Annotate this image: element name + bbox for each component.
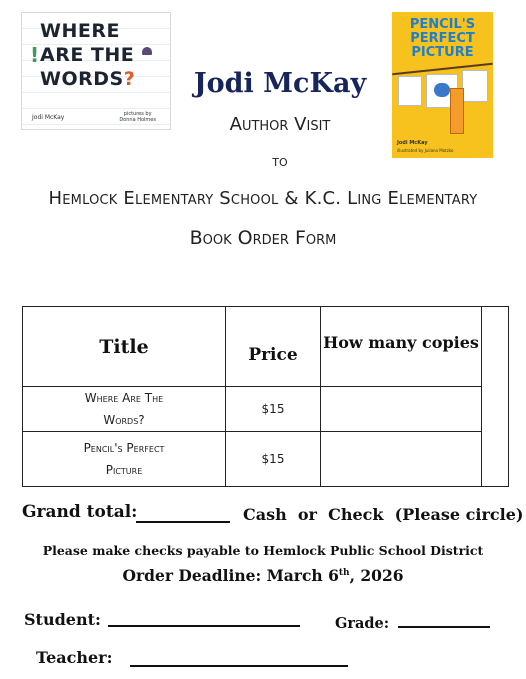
cover-title-line: WHERE <box>40 20 120 42</box>
teacher-label: Teacher: <box>36 648 113 667</box>
payable-note: Please make checks payable to Hemlock Public School District <box>42 543 484 558</box>
cover-title: PENCIL'S PERFECT PICTURE <box>409 17 476 60</box>
cover-title-line: WORDS? <box>40 68 136 90</box>
copies-input-cell[interactable] <box>321 432 482 487</box>
cover-illustrator: pictures by Donna Holmes <box>119 111 156 123</box>
cover-illustrator: illustrated by Juliana Motzko <box>397 148 454 153</box>
copies-input-cell[interactable] <box>321 387 482 432</box>
grade-label: Grade: <box>335 615 390 632</box>
grade-line[interactable] <box>398 626 490 628</box>
book-cover-where-are-the-words <box>21 12 171 130</box>
exclamation-mark: ! <box>30 43 40 67</box>
row-price: $15 <box>226 387 321 432</box>
row-title: Pencil's Perfect Picture <box>23 432 226 487</box>
school-names: Hemlock Elementary School & K.C. Ling Elementary <box>48 188 478 209</box>
hanging-picture <box>398 76 422 106</box>
grand-total-line[interactable] <box>136 521 230 523</box>
pencil-icon <box>450 88 464 134</box>
blank-column <box>482 307 509 487</box>
hanging-picture <box>462 70 488 102</box>
cover-title-line: ARE THE <box>40 44 135 66</box>
order-table <box>22 306 509 487</box>
book-cover-pencils-perfect-picture <box>392 12 493 158</box>
header-copies: How many copies <box>321 307 482 387</box>
question-mark: ? <box>123 68 136 90</box>
teacher-line[interactable] <box>130 665 348 667</box>
order-deadline: Order Deadline: March 6th, 2026 <box>122 566 404 585</box>
row-price: $15 <box>226 432 321 487</box>
grand-total-label: Grand total: <box>22 502 138 522</box>
student-line[interactable] <box>108 625 300 627</box>
cover-author: Jodi McKay <box>32 114 65 121</box>
student-label: Student: <box>24 610 101 629</box>
character-icon <box>142 47 152 55</box>
to-text: to <box>272 151 288 170</box>
cover-title <box>40 19 135 91</box>
header-price: Price <box>226 307 321 387</box>
payment-options: Cash or Check (Please circle) <box>243 505 524 524</box>
form-title: Book Order Form <box>189 227 337 249</box>
author-name: Jodi McKay <box>193 68 367 99</box>
cover-author: Jodi McKay <box>397 140 428 146</box>
row-title: Where Are The Words? <box>23 387 226 432</box>
header-title: Title <box>23 307 226 387</box>
event-title: Author Visit <box>229 114 331 135</box>
